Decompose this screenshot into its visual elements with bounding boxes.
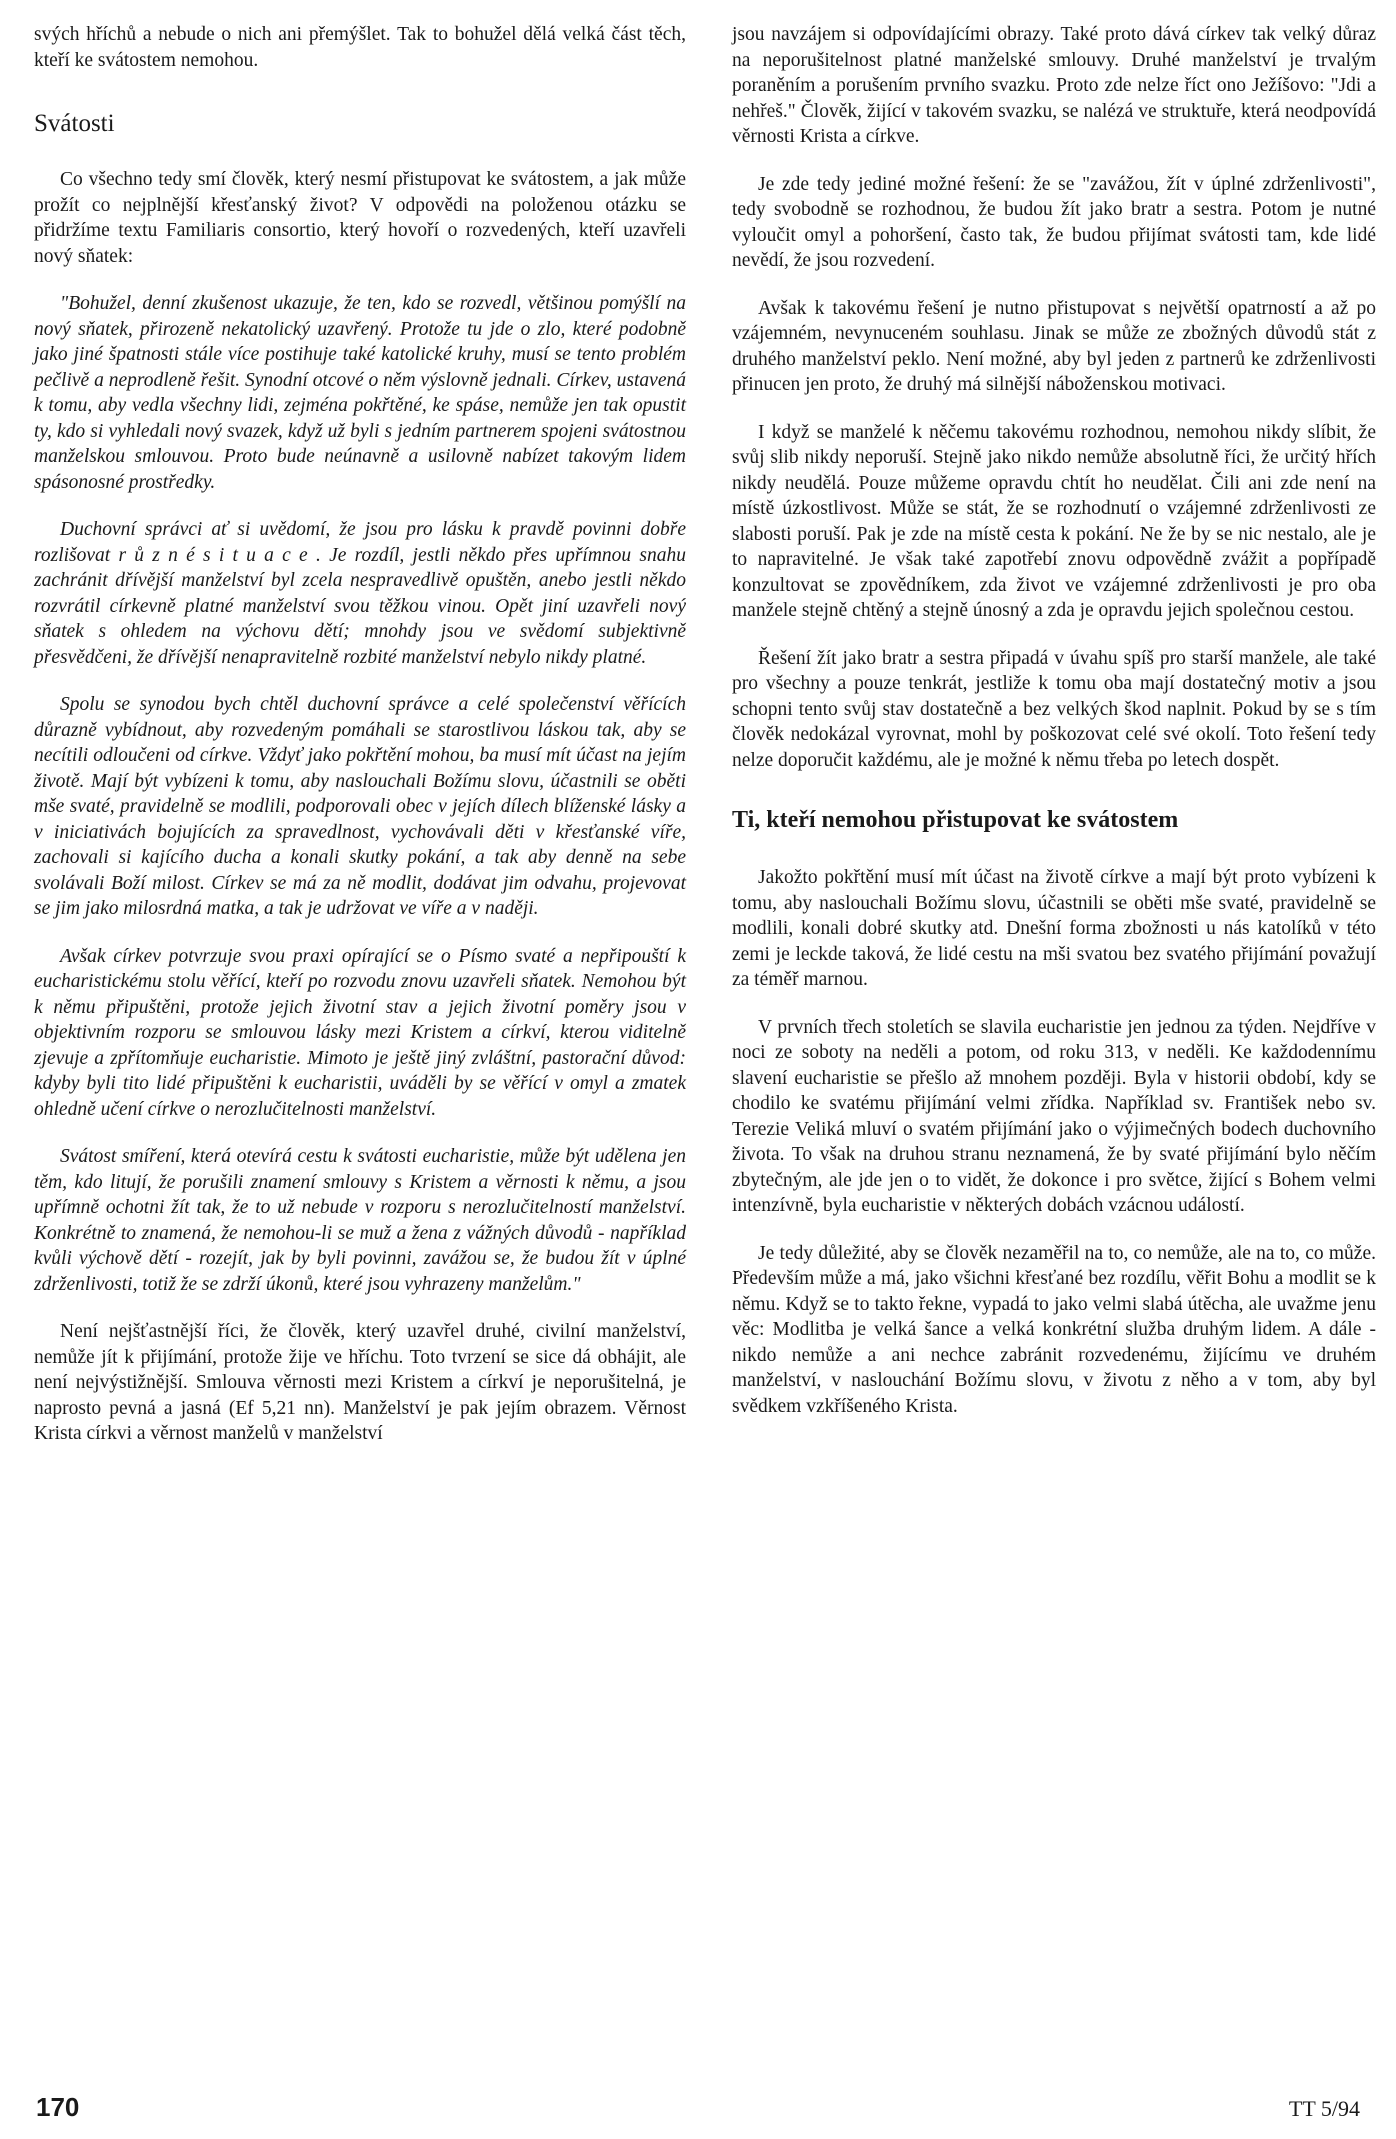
quote-paragraph: Svátost smíření, která otevírá cestu k svátosti eucharistie, může být udělena jen těm, kdo litují, že porušili znamení smlouvy s Kristem a věrnosti k němu, a jsou upřímně ochotni žít tak, že to už nebude v rozporu s nerozlučitelností manželství. Konkrétně to znamená, že nemohou-li se muž a žena z vážných důvodů - například kvůli výchově dětí - rozejít, jak by byli povinni, zavážou se, že budou žít v úplné zdrženlivosti, totiž že se zdrží úkonů, které jsou vyhrazeny manželům." xyxy=(34,1146,686,1295)
paragraph: I když se manželé k něčemu takovému rozhodnou, nemohou nikdy slíbit, že svůj slib nikdy neporuší. Stejně jako nikdo nemůže absolutně říci, že určitý hřích nikdy neudělá. Pouze můžeme opravdu chtít ho neudělat. Čili ani zde není na místě úzkostlivost. Může se stát, že se rozhodnutí o vzájemné zdrženlivosti ze slabosti poruší. Pak je zde na místě cesta k pokání. Ne že by se nic nestalo, ale je to napravitelné. Je však také zapotřebí znovu odpovědně zvážit a popřípadě konzultovat se zpovědníkem, zda život ve vzájemné zdrženlivosti je pro oba manžele stejně chtěný a stejně únosný a zda je opravdu jejich společnou cestou. xyxy=(732,421,1376,621)
journal-issue: TT 5/94 xyxy=(1288,2096,1360,2121)
paragraph: svých hříchů a nebude o nich ani přemýšlet. Tak to bohužel dělá velká část těch, kteří ke svátostem nemohou. xyxy=(34,24,686,71)
paragraph: Je zde tedy jediné možné řešení: že se "zavážou, žít v úplné zdrženlivosti", tedy svobodně se rozhodnou, že budou žít jako bratr a sestra. Potom je nutné vyloučit omyl a pohoršení, často tak, že budou přijímat svátosti tam, kde lidé nevědí, že jsou rozvedení. xyxy=(732,173,1376,271)
section-heading-svatosti: Svátosti xyxy=(34,110,115,137)
quote-paragraph: Duchovní správci ať si uvědomí, že jsou pro lásku k pravdě povinni dobře rozlišovat r ů z n é s i t u a c e . Je rozdíl, jestli někdo přes upřímnou snahu zachránit dřívější manželství byl zcela nespravedlivě opuštěn, anebo jestli někdo rozvrátil církevně platné manželství svou těžkou vinou. Opět jiní uzavřeli nový sňatek s ohledem na výchovu dětí; mnohdy jsou ve svědomí subjektivně přesvědčeni, že dřívější nenapravitelně rozbité manželství nebylo nikdy platné. xyxy=(34,519,686,668)
paragraph: Je tedy důležité, aby se člověk nezaměřil na to, co nemůže, ale na to, co může. Především může a má, jako všichni křesťané bez rozdílu, věřit Bohu a modlit se k němu. Když se to takto řekne, vypadá to jako velmi slabá útěcha, ale uvažme jenu věc: Modlitba je velká šance a velká konkrétní služba druhým lidem. A dále - nikdo nemůže a ani nechce zabránit rozvedenému, žijícímu ve druhém manželství, v naslouchání Božímu slovu, v životu z něho a v tom, aby byl svědkem vzkříšeného Krista. xyxy=(732,1242,1376,1417)
paragraph: Není nejšťastnější říci, že člověk, který uzavřel druhé, civilní manželství, nemůže jít k přijímání, protože žije ve hříchu. Toto tvrzení se sice dá obhájit, ale není nejvýstižnější. Smlouva věrnosti mezi Kristem a církví je neporušitelná, je naprosto pevná a jasná (Ef 5,21 nn). Manželství je pak jejím obrazem. Věrnost Krista církvi a věrnost manželů v manželství xyxy=(34,1321,686,1444)
paragraph: Avšak k takovému řešení je nutno přistupovat s největší opatrností a až po vzájemném, nevynuceném souhlasu. Jinak se může ze zbožných důvodů stát z druhého manželství peklo. Není možné, aby byl jeden z partnerů ke zdrženlivosti přinucen jen proto, že druhý má silnější náboženskou motivaci. xyxy=(732,297,1376,395)
quote-paragraph: "Bohužel, denní zkušenost ukazuje, že ten, kdo se rozvedl, většinou pomýšlí na nový sňatek, přirozeně nekatolický uzavřený. Protože tu jde o zlo, které podobně jako jiné špatnosti stále více postihuje také katolické kruhy, musí se tento problém pečlivě a neprodleně řešit. Synodní otcové o něm výslovně jednali. Církev, ustavená k tomu, aby vedla všechny lidi, zejména pokřtěné, ke spáse, nemůže jen tak opustit ty, kdo si vyhledali nový svazek, když už byli s jedním partnerem spojeni svátostnou manželskou smlouvou. Proto bude neúnavně a usilovně nabízet takovým lidem spásonosné prostředky. xyxy=(34,293,686,493)
paragraph: jsou navzájem si odpovídajícími obrazy. Také proto dává církev tak velký důraz na neporušitelnost platné manželské smlouvy. Druhé manželství je trvalým poraněním a porušením prvního svazku. Proto zde nelze říct ono Ježíšovo: "Jdi a nehřeš." Člověk, žijící v takovém svazku, se nalézá ve struktuře, která neodpovídá věrnosti Krista a církve. xyxy=(732,24,1376,147)
right-column xyxy=(732,22,1376,1441)
paragraph: Co všechno tedy smí člověk, který nesmí přistupovat ke svátostem, a jak může prožít co nejplnější křesťanský život? V odpovědi na položenou otázku se přidržíme textu Familiaris consortio, který hovoří o rozvedených, kteří uzavřeli nový sňatek: xyxy=(34,169,686,267)
quote-paragraph: Spolu se synodou bych chtěl duchovní správce a celé společenství věřících důrazně vybídnout, aby rozvedeným pomáhali se starostlivou láskou tak, aby se necítili odloučeni od církve. Vždyť jako pokřtění mohou, ba musí mít účast na jejím životě. Mají být vybízeni k tomu, aby naslouchali Božímu slovu, účastnili se oběti mše svaté, pravidelně se modlili, podporovali obec v jejích dílech blíženské lásky a v iniciativách bojujících za spravedlnost, vychovávali děti v křesťanské víře, zachovali si kajícího ducha a konali skutky pokání, a tak aby denně na sebe svolávali Boží milost. Církev se má za ně modlit, dodávat jim odvahu, projevovat se jim jako milosrdná matka, a tak je udržovat ve víře a v naději. xyxy=(34,694,686,919)
paragraph: Řešení žít jako bratr a sestra připadá v úvahu spíš pro starší manžele, ale také pro všechny a pouze tenkrát, jestliže k tomu oba mají dostatečný motiv a jsou schopni tento svůj stav dostatečně a bez velkých škod naplnit. Pokud by se s tím člověk nedokázal vyrovnat, mohl by poškozovat celé své okolí. Toto řešení tedy nelze doporučit každému, ale je možné k němu třeba po letech dospět. xyxy=(732,647,1376,771)
paragraph: V prvních třech stoletích se slavila eucharistie jen jednou za týden. Nejdříve v noci ze soboty na neděli a potom, od roku 313, v neděli. Ke každodennímu slavení eucharistie se přešlo až mnohem později. Byla v historii období, kdy se chodilo ke svatému přijímání velmi zřídka. Například sv. František nebo sv. Terezie Veliká mluví o svatém přijímání jako o výjimečných bodech duchovního života. To však na druhou stranu neznamená, že by svaté přijímání bylo něčím zbytečným, ale jde jen o to vidět, že dokonce i pro světce, žijící s Bohem velmi intenzívně, byla eucharistie v některých dobách vzácnou událostí. xyxy=(732,1016,1376,1216)
left-column xyxy=(34,22,686,1469)
quote-paragraph: Avšak církev potvrzuje svou praxi opírající se o Písmo svaté a nepřipouští k eucharistickému stolu věřící, kteří po rozvodu znovu uzavřeli sňatek. Nemohou být k němu připuštěni, protože jejich životní stav a jejich životní poměry jsou v objektivním rozporu se smlouvou lásky mezi Kristem a církví, kterou viditelně zjevuje a zpřítomňuje eucharistie. Mimoto je ještě jiný zvláštní, pastorační důvod: kdyby byli tito lidé připuštěni k eucharistii, uváděli by se věřící v omyl a zmatek ohledně učení církve o nerozlučitelnosti manželství. xyxy=(34,945,686,1120)
paragraph: Jakožto pokřtění musí mít účast na životě církve a mají být proto vybízeni k tomu, aby naslouchali Božímu slovu, účastnili se oběti mše svaté, pravidelně se modlili, konali dobré skutky atd. Dnešní forma zbožnosti u nás katolíků v této zemi je leckde taková, že lidé cestu na mši svatou bez svatého přijímání považují za téměř marnou. xyxy=(732,867,1376,990)
section-heading-ti: Ti, kteří nemohou přistupovat ke svátostem xyxy=(732,807,1179,833)
page-number: 170 xyxy=(36,2092,80,2122)
